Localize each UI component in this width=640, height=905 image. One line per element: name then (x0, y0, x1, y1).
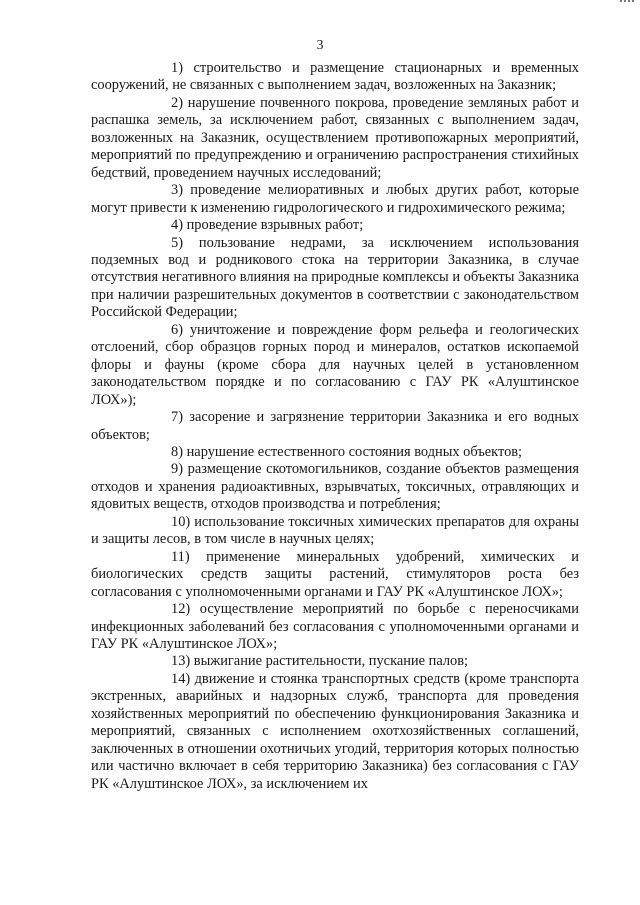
list-item (91, 60, 579, 95)
list-item-text: нарушение естественного состояния водных объектов; (186, 443, 523, 460)
list-item-text: проведение взрывных работ; (186, 217, 364, 234)
prohibited-activities-list (91, 60, 579, 793)
list-item-number: 11) (171, 548, 190, 565)
list-item (91, 444, 579, 461)
list-item (91, 322, 579, 409)
list-item (91, 409, 579, 444)
list-item-number: 1) (171, 60, 183, 76)
list-item-number: 8) (171, 443, 183, 460)
list-item (91, 601, 579, 653)
list-item (91, 182, 579, 217)
list-item-number: 2) (171, 94, 183, 111)
list-item-text: засорение и загрязнение территории Заказника и его водных объектов; (91, 409, 579, 443)
list-item-number: 6) (171, 321, 183, 338)
list-item-number: 5) (171, 234, 183, 251)
list-item-number: 10) (171, 513, 191, 530)
list-item-number: 9) (171, 461, 183, 478)
list-item-text: применение минеральных удобрений, химических и биологических средств защиты растений, стимуляторов роста без согласования с уполномоченными органами и ГАУ РК «Алуштинское ЛОХ»; (91, 548, 579, 600)
list-item-number: 4) (171, 217, 183, 234)
list-item-text: осуществление мероприятий по борьбе с переносчиками инфекционных заболеваний без согласования с уполномоченными органами и ГАУ РК «Алуштинское ЛОХ»; (91, 601, 579, 652)
list-item-text: размещение скотомогильников, создание объектов размещения отходов и хранения радиоактивных, взрывчатых, токсичных, отравляющих и ядовитых веществ, отходов производства и потребления; (91, 461, 579, 513)
list-item (91, 95, 579, 182)
list-item (91, 461, 579, 513)
list-item-text: пользование недрами, за исключением использования подземных вод и родникового стока на территории Заказника, в случае отсутствия негативного влияния на природные комплексы и объекты Заказника при наличии разрешительных документов в соответствии с законодательством Российской Федерации; (91, 234, 579, 321)
list-item-number: 7) (171, 409, 183, 426)
scan-corner-mark (620, 0, 634, 8)
list-item-text: проведение мелиоративных и любых других работ, которые могут привести к изменению гидрологического и гидрохимического режима; (91, 182, 579, 216)
list-item (91, 217, 579, 234)
list-item-text: использование токсичных химических препаратов для охраны и защиты лесов, в том числе в научных целях; (91, 513, 579, 548)
list-item (91, 549, 579, 601)
list-item-text: нарушение почвенного покрова, проведение земляных работ и распашка земель, за исключением работ, связанных с выполнением задач, возложенных на Заказник, осуществлением противопожарных мероприятий, мероприятий по предупреждению и ограничению распространения стихийных бедствий, проведением научных исследований; (91, 94, 579, 181)
list-item (91, 514, 579, 549)
list-item-text: выжигание растительности, пускание палов; (193, 653, 469, 670)
list-item (91, 235, 579, 322)
list-item-number: 14) (171, 670, 191, 687)
list-item-text: уничтожение и повреждение форм рельефа и геологических отслоений, сбор образцов горных пород и минералов, остатков ископаемой флоры и фауны (кроме сбора для научных целей в установленном законодательством порядке и по согласованию с ГАУ РК «Алуштинское ЛОХ»); (91, 321, 579, 408)
list-item-number: 12) (171, 601, 191, 618)
list-item-text: движение и стоянка транспортных средств (кроме транспорта экстренных, аварийных и надзорных служб, транспорта для проведения хозяйственных мероприятий по обеспечению функционирования Заказника и мероприятий, связанных с исполнением охотхозяйственных соглашений, заключенных в отношении охотничьих угодий, территория которых полностью или частично включает в себя территорию Заказника) без согласования с ГАУ РК «Алуштинское ЛОХ», за исключением их (91, 670, 579, 792)
list-item (91, 671, 579, 793)
list-item-number: 3) (171, 182, 183, 199)
list-item-number: 13) (171, 653, 191, 670)
list-item (91, 653, 579, 670)
page-number: 3 (316, 38, 324, 53)
list-item-text: строительство и размещение стационарных и временных сооружений, не связанных с выполнением задач, возложенных на Заказник; (91, 60, 579, 94)
